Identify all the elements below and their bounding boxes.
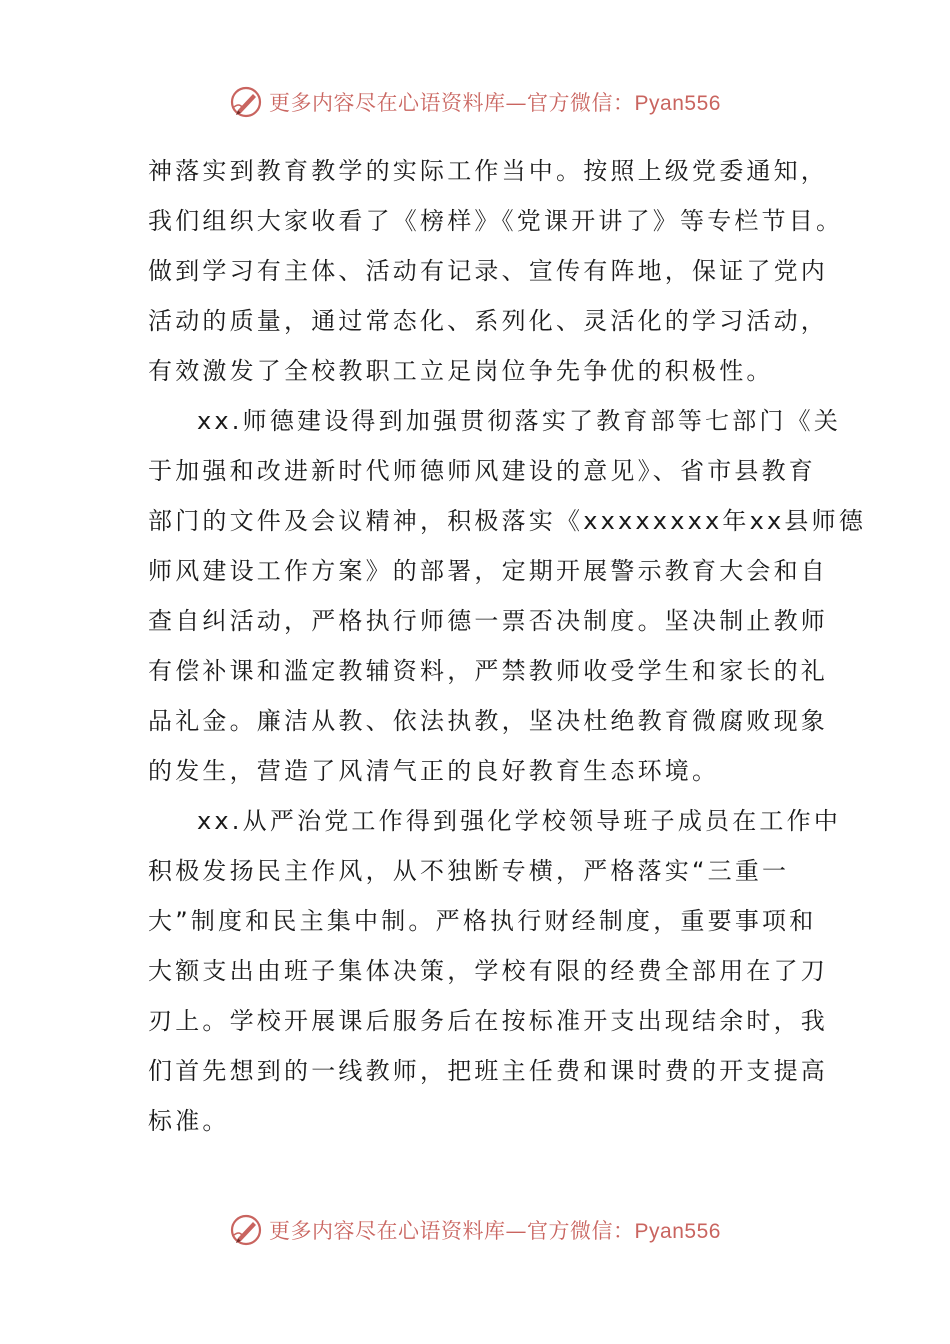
body-line: 查自纠活动，严格执行师德一票否决制度。坚决制止教师 [148, 607, 828, 635]
wechat-id: Pyan556 [634, 92, 721, 115]
body-line: 大”制度和民主集中制。严格执行财经制度，重要事项和 [148, 907, 817, 935]
body-line: 标准。 [148, 1107, 230, 1135]
body-line: 师风建设工作方案》的部署，定期开展警示教育大会和自 [148, 557, 828, 585]
body-line: 积极发扬民主作风，从不独断专横，严格落实“三重一 [148, 857, 790, 885]
body-line: 部门的文件及会议精神，积极落实《xxxxxxxx年xx县师德 [148, 507, 867, 535]
body-line: 刃上。学校开展课后服务后在按标准开支出现结余时，我 [148, 1007, 828, 1035]
body-line: 的发生，营造了风清气正的良好教育生态环境。 [148, 757, 720, 785]
body-line: 神落实到教育教学的实际工作当中。按照上级党委通知， [148, 157, 828, 185]
body-line: 们首先想到的一线教师，把班主任费和课时费的开支提高 [148, 1057, 828, 1085]
body-line: 做到学习有主体、活动有记录、宣传有阵地，保证了党内 [148, 257, 828, 285]
pen-logo-icon [229, 1213, 263, 1247]
paragraph-start-line: xx.从严治党工作得到强化学校领导班子成员在工作中 [197, 807, 842, 835]
watermark-text: 更多内容尽在心语资料库—官方微信： [269, 91, 635, 115]
pen-logo-icon [229, 85, 263, 119]
body-line: 大额支出由班子集体决策，学校有限的经费全部用在了刀 [148, 957, 828, 985]
paragraph-start-line: xx.师德建设得到加强贯彻落实了教育部等七部门《关 [197, 407, 842, 435]
header-watermark [0, 82, 950, 122]
body-line: 我们组织大家收看了《榜样》《党课开讲了》等专栏节目。 [148, 207, 844, 235]
watermark-text: 更多内容尽在心语资料库—官方微信： [269, 1219, 635, 1243]
body-line: 于加强和改进新时代师德师风建设的意见》、省市县教育 [148, 457, 816, 485]
body-line: 活动的质量，通过常态化、系列化、灵活化的学习活动， [148, 307, 828, 335]
footer-watermark [0, 1210, 950, 1250]
body-line: 有偿补课和滥定教辅资料，严禁教师收受学生和家长的礼 [148, 657, 828, 685]
wechat-id: Pyan556 [634, 1220, 721, 1243]
body-line: 有效激发了全校教职工立足岗位争先争优的积极性。 [148, 357, 774, 385]
body-line: 品礼金。廉洁从教、依法执教，坚决杜绝教育微腐败现象 [148, 707, 828, 735]
document-body [148, 146, 867, 1146]
